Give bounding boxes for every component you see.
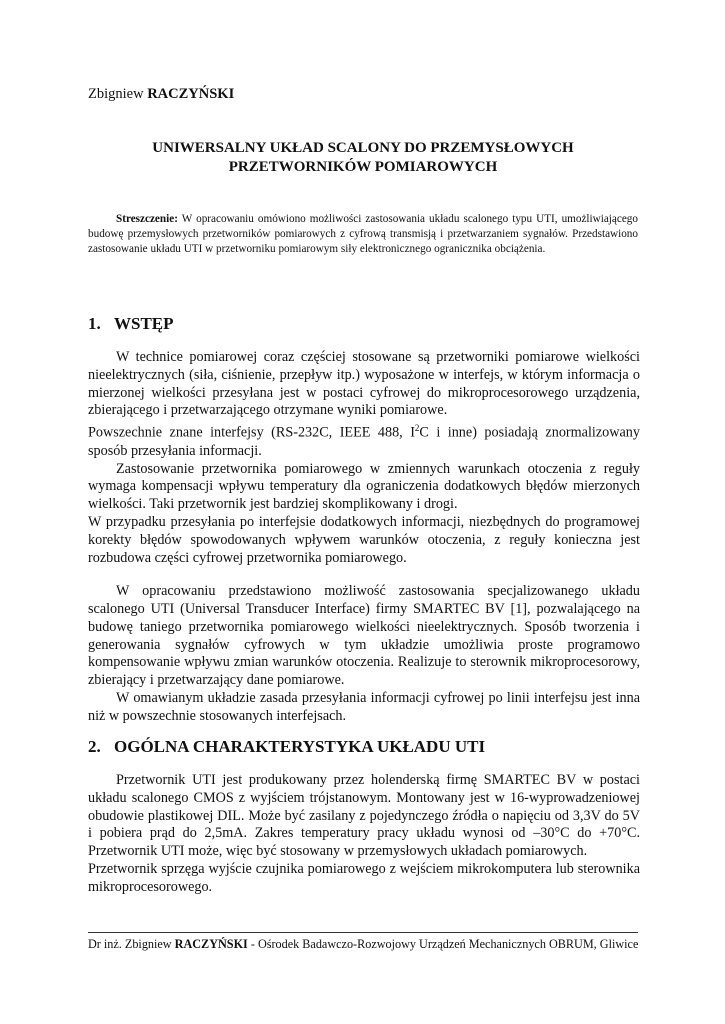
section-1-body — [88, 349, 640, 726]
section-1-heading — [88, 314, 174, 334]
author-last-name: RACZYŃSKI — [147, 86, 235, 102]
paragraph: Przetwornik sprzęga wyjście czujnika pomiarowego z wejściem mikrokomputera lub sterownika mikroprocesorowego. — [88, 860, 640, 895]
superscript: 2 — [414, 423, 420, 434]
section-1-title: WSTĘP — [114, 314, 174, 333]
paragraph: Przetwornik UTI jest produkowany przez holenderską firmę SMARTEC BV w postaci układu scalonego CMOS z wyjściem trójstanowym. Montowany jest w 16-wyprowadzeniowej obudowie plastikowej DIL. Może być zasilany z pojedynczego źródła o napięciu od 3,3V do 5V i pobiera prąd do 2,5mA. Zakres temperatury pracy układu wynosi od –30°C do +70°C. Przetwornik UTI może, więc być stosowany w przemysłowych układach pomiarowych. — [88, 772, 640, 860]
paragraph: W omawianym układzie zasada przesyłania informacji cyfrowej po linii interfejsu jest inna niż w powszechnie stosowanych interfejsach. — [88, 690, 640, 724]
section-2-heading — [88, 737, 485, 757]
paragraph — [88, 420, 640, 460]
title-line-2: PRZETWORNIKÓW POMIAROWYCH — [228, 159, 498, 175]
abstract-text: W opracowaniu omówiono możliwości zastosowania układu scalonego typu UTI, umożliwiającego budowę przemysłowych przetworników pomiarowych z cyfrową transmisją i przetwarzaniem sygnałów. Przedstawiono zastosowanie układu UTI w przetworniku pomiarowym siły elektronicznego ogranicznika obciążenia. — [88, 213, 638, 255]
section-2-title: OGÓLNA CHARAKTERYSTYKA UKŁADU UTI — [114, 737, 486, 756]
paragraph: W technice pomiarowej coraz częściej stosowane są przetworniki pomiarowe wielkości nieelektrycznych (siła, ciśnienie, przepływ itp.) wyposażone w interfejs, w którym informacja o mierzonej wielkości przesyłana jest w postaci cyfrowej do mikroprocesorowego urządzenia, zbierającego i przetwarzającego otrzymane wyniki pomiarowe. — [88, 349, 640, 419]
section-2-body — [88, 772, 640, 897]
author-line — [88, 86, 234, 103]
paragraph: W przypadku przesyłania po interfejsie dodatkowych informacji, niezbędnych do programowej korekty błędów spowodowanych wpływem warunków otoczenia, z reguły konieczna jest rozbudowa części cyfrowej przetwornika pomiarowego. — [88, 513, 640, 566]
paper-title — [88, 139, 638, 177]
footnote-name: RACZYŃSKI — [174, 937, 248, 951]
abstract-label: Streszczenie: — [116, 213, 178, 225]
footnote-prefix: Dr inż. Zbigniew — [88, 937, 175, 951]
section-1-number: 1. — [88, 314, 101, 333]
abstract-paragraph — [88, 212, 638, 257]
paragraph-text: C i inne) posiadają znormalizowany sposób przesyłania informacji. — [88, 424, 640, 459]
title-line-1: UNIWERSALNY UKŁAD SCALONY DO PRZEMYSŁOWYCH — [152, 140, 574, 156]
footnote-affiliation: - Ośrodek Badawczo-Rozwojowy Urządzeń Mechanicznych OBRUM, Gliwice — [247, 937, 639, 951]
paragraph: Zastosowanie przetwornika pomiarowego w zmiennych warunkach otoczenia z reguły wymaga kompensacji wpływu temperatury dla ograniczenia dodatkowych błędów mierzonych wielkości. Taki przetwornik jest bardziej skomplikowany i drogi. — [88, 460, 640, 513]
footnote-divider — [88, 932, 638, 933]
author-first-name: Zbigniew — [88, 86, 148, 102]
paragraph-text: Powszechnie znane interfejsy (RS-232C, IEEE 488, I — [88, 424, 415, 441]
footnote — [88, 936, 640, 952]
abstract — [88, 212, 638, 257]
paragraph: W opracowaniu przedstawiono możliwość zastosowania specjalizowanego układu scalonego UTI (Universal Transducer Interface) firmy SMARTEC BV [1], pozwalającego na budowę taniego przetwornika pomiarowego wielkości nieelektrycznych. Sposób tworzenia i generowania sygnałów cyfrowych w tym układzie umożliwia proste programowo kompensowanie wpływu zmian warunków otoczenia. Realizuje to sterownik mikroprocesorowy, zbierający i przetwarzający dane pomiarowe. — [88, 583, 640, 689]
section-2-number: 2. — [88, 737, 101, 756]
